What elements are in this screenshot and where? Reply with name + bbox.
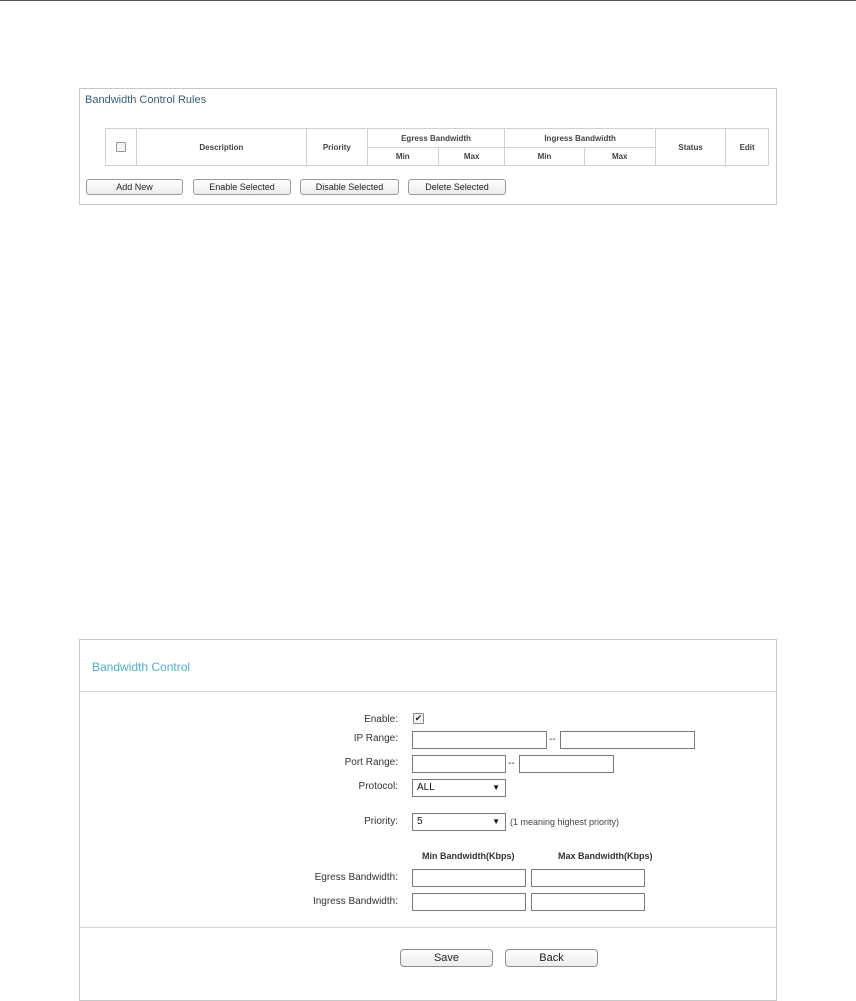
add-new-button[interactable]: Add New — [86, 179, 183, 195]
disable-selected-button[interactable]: Disable Selected — [300, 179, 399, 195]
bandwidth-control-form-panel — [79, 639, 777, 1001]
column-header-ingress: Ingress Bandwidth — [505, 129, 656, 148]
max-bandwidth-header: Max Bandwidth(Kbps) — [558, 851, 653, 861]
column-header-egress: Egress Bandwidth — [367, 129, 505, 148]
title-divider — [80, 691, 776, 692]
egress-max-input[interactable] — [531, 869, 645, 887]
egress-min-input[interactable] — [412, 869, 526, 887]
delete-selected-button[interactable]: Delete Selected — [408, 179, 506, 195]
column-header-description: Description — [136, 129, 306, 166]
priority-hint: (1 meaning highest priority) — [510, 817, 620, 827]
ingress-max-input[interactable] — [531, 893, 645, 911]
enable-selected-button[interactable]: Enable Selected — [193, 179, 291, 195]
ingress-bandwidth-label: Ingress Bandwidth: — [312, 896, 398, 907]
column-header-ingress-min: Min — [505, 148, 584, 166]
ip-range-end-input[interactable] — [560, 731, 695, 749]
port-range-label: Port Range: — [344, 757, 398, 768]
column-header-status: Status — [655, 129, 725, 166]
dropdown-arrow-icon: ▼ — [492, 817, 500, 826]
column-header-priority: Priority — [307, 129, 368, 166]
back-button[interactable]: Back — [505, 949, 598, 967]
port-range-end-input[interactable] — [519, 755, 614, 773]
port-range-start-input[interactable] — [412, 755, 506, 773]
bandwidth-control-rules-panel — [79, 88, 777, 205]
ip-range-start-input[interactable] — [412, 731, 547, 749]
form-panel-title: Bandwidth Control — [92, 660, 191, 674]
enable-checkbox[interactable]: ✔ — [414, 713, 423, 723]
footer-divider — [80, 927, 776, 928]
save-button[interactable]: Save — [400, 949, 493, 967]
select-all-checkbox[interactable] — [116, 142, 126, 152]
port-range-separator: -- — [508, 758, 515, 769]
rules-panel-title: Bandwidth Control Rules — [85, 94, 207, 106]
priority-selected-value: 5 — [417, 816, 423, 827]
protocol-selected-value: ALL — [417, 782, 435, 793]
enable-label: Enable: — [364, 714, 398, 725]
ip-range-label: IP Range: — [353, 733, 398, 744]
rules-table — [105, 128, 769, 166]
top-border-line — [0, 0, 856, 1]
ip-range-separator: -- — [549, 734, 556, 745]
dropdown-arrow-icon: ▼ — [492, 783, 500, 792]
column-header-egress-max: Max — [438, 148, 504, 166]
priority-label: Priority: — [364, 816, 398, 827]
protocol-label: Protocol: — [358, 781, 398, 792]
egress-bandwidth-label: Egress Bandwidth: — [314, 872, 398, 883]
column-header-edit: Edit — [726, 129, 769, 166]
column-header-egress-min: Min — [367, 148, 438, 166]
column-header-ingress-max: Max — [584, 148, 655, 166]
select-all-cell — [106, 129, 137, 166]
ingress-min-input[interactable] — [412, 893, 526, 911]
priority-select[interactable] — [412, 813, 506, 831]
min-bandwidth-header: Min Bandwidth(Kbps) — [422, 851, 515, 861]
protocol-select[interactable] — [412, 779, 506, 797]
